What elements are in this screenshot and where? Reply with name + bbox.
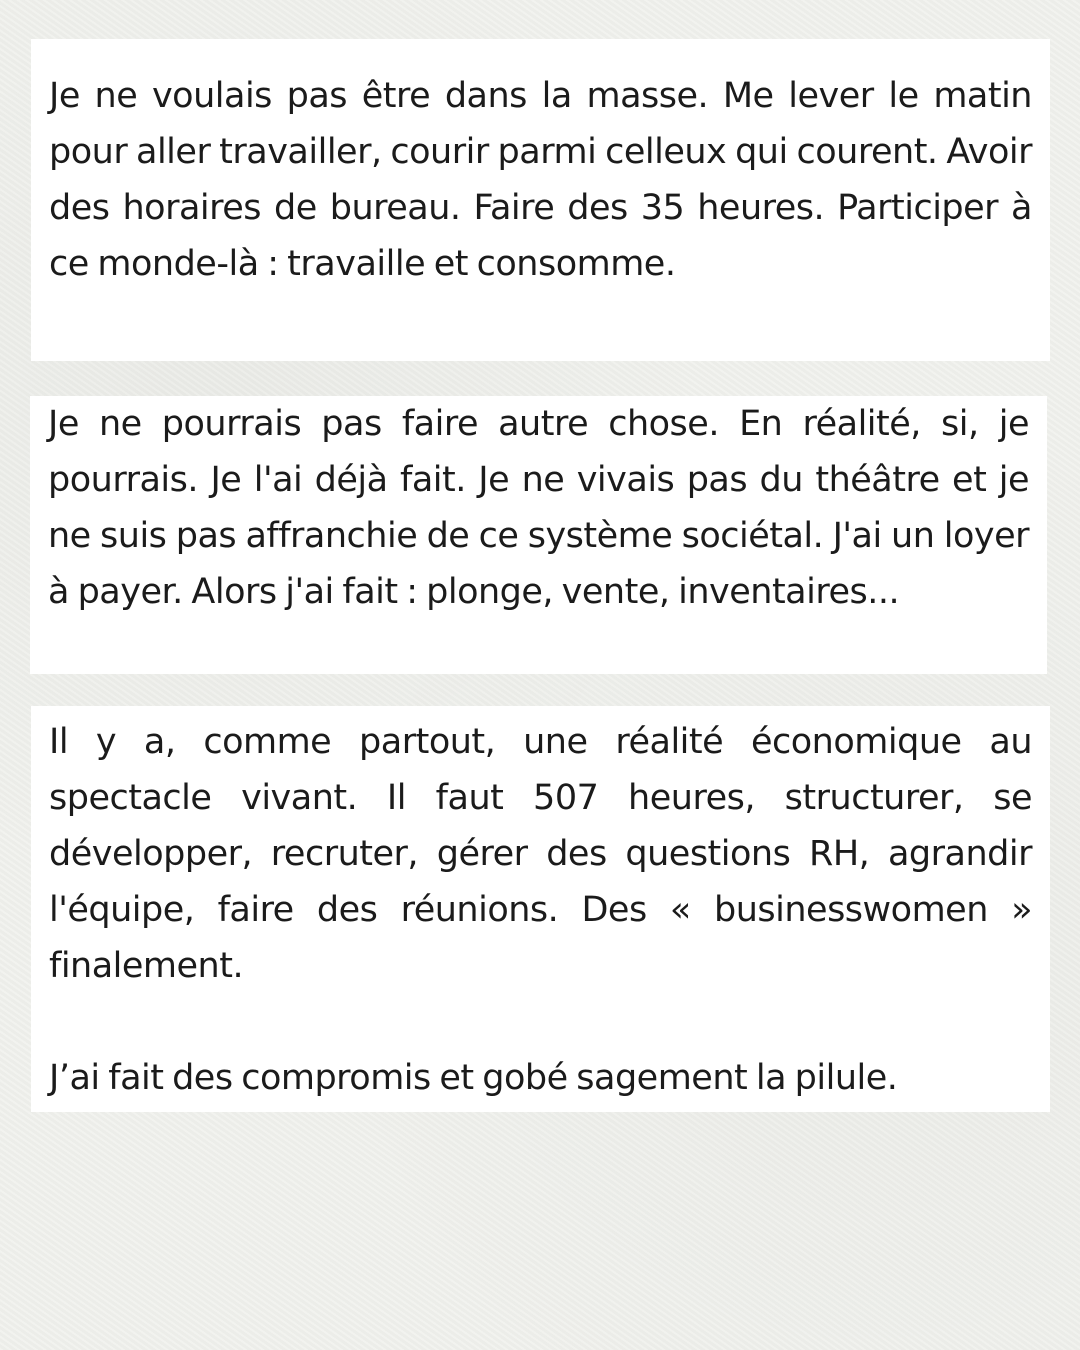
text-card-3 xyxy=(31,706,1050,1112)
paragraph-spacer xyxy=(49,994,1032,1050)
text-card-2 xyxy=(30,396,1047,674)
paragraph-1: Je ne voulais pas être dans la masse. Me lever le matin pour aller travailler, courir parmi celleux qui courent. Avoir des horaires de bureau. Faire des 35 heures. Participer à ce monde-là : travaille et consomme. xyxy=(49,76,1032,284)
text-card-1 xyxy=(31,39,1050,361)
paragraph-2: Je ne pourrais pas faire autre chose. En réalité, si, je pourrais. Je l'ai déjà fait. Je ne vivais pas du théâtre et je ne suis pas affranchie de ce système sociétal. J'ai un loyer à payer. Alors j'ai fait : plonge, vente, inventaires... xyxy=(48,404,1029,612)
paragraph-4: J’ai fait des compromis et gobé sagement la pilule. xyxy=(49,1058,898,1098)
paragraph-3: Il y a, comme partout, une réalité économique au spectacle vivant. Il faut 507 heures, structurer, se développer, recruter, gérer des questions RH, agrandir l'équipe, faire des réunions. Des « businesswomen » finalement. xyxy=(49,722,1032,986)
